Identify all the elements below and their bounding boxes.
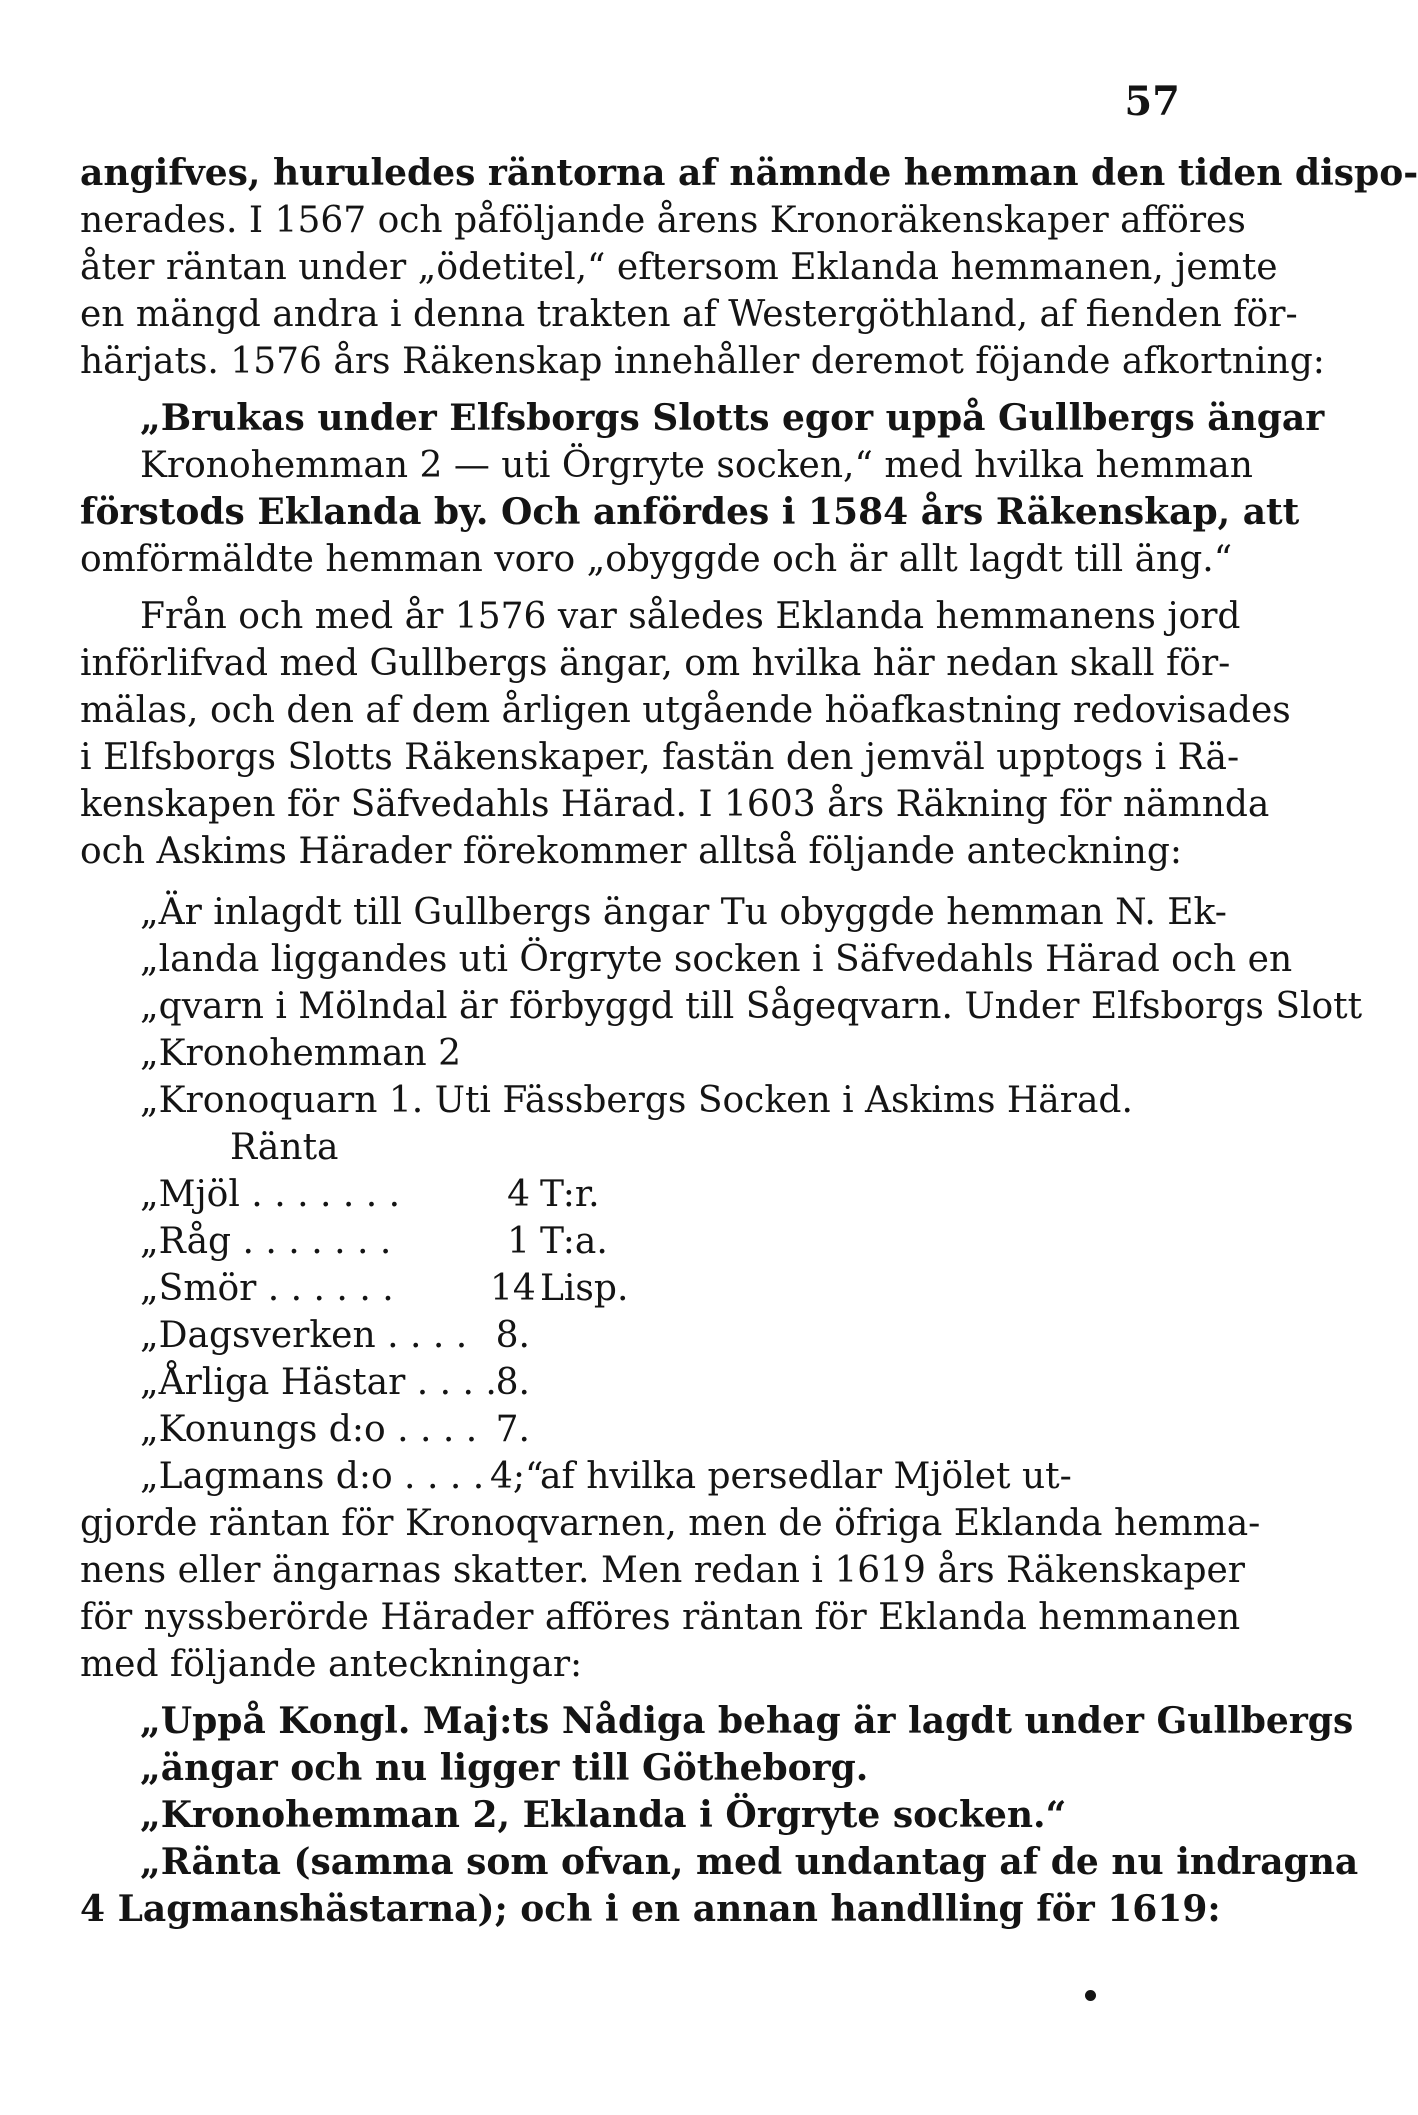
text-line: gjorde räntan för Kronoqvarnen, men de öfriga Eklanda hemma- bbox=[80, 1503, 1261, 1544]
ledger-qty: 8. bbox=[495, 1315, 530, 1356]
ledger-qty: 8. bbox=[495, 1362, 530, 1403]
text-line: mälas, och den af dem årligen utgående höafkastning redovisades bbox=[80, 690, 1291, 731]
quote-line: „Ränta (samma som ofvan, med undantag af de nu indragna bbox=[140, 1841, 1359, 1883]
ledger-row bbox=[140, 1359, 1180, 1406]
text-line: och Askims Härader förekommer alltså följande anteckning: bbox=[80, 831, 1182, 872]
paragraph-line: Från och med år 1576 var således Eklanda hemmanens jord bbox=[140, 596, 1241, 637]
text-line: nens eller ängarnas skatter. Men redan i 1619 års Räkenskaper bbox=[80, 1550, 1246, 1591]
ledger-item: „Årliga Hästar . . . . bbox=[140, 1362, 497, 1403]
text-line: härjats. 1576 års Räkenskap innehåller deremot föjande afkortning: bbox=[80, 341, 1325, 382]
text-line: förstods Eklanda by. Och anfördes i 1584 års Räkenskap, att bbox=[80, 491, 1300, 533]
ledger bbox=[80, 1171, 1180, 1500]
ledger-row bbox=[140, 1171, 1180, 1218]
page-number: 57 bbox=[1124, 78, 1180, 125]
ledger-row bbox=[140, 1218, 1180, 1265]
text-line: kenskapen för Säfvedahls Härad. I 1603 års Räkning för nämnda bbox=[80, 784, 1270, 825]
text-line: för nyssberörde Härader afföres räntan för Eklanda hemmanen bbox=[80, 1597, 1241, 1638]
quote-line: „Uppå Kongl. Maj:ts Nådiga behag är lagdt under Gullbergs bbox=[140, 1700, 1354, 1742]
ledger-qty: 14 bbox=[490, 1268, 536, 1309]
ledger-qty: 4;“ bbox=[490, 1456, 544, 1497]
text-line: angifves, huruledes räntorna af nämnde hemman den tiden dispo- bbox=[80, 152, 1418, 194]
text-line: i Elfsborgs Slotts Räkenskaper, fastän den jemväl upptogs i Rä- bbox=[80, 737, 1240, 778]
ledger-rest: af hvilka persedlar Mjölet ut- bbox=[540, 1456, 1072, 1497]
ledger-row bbox=[140, 1453, 1180, 1500]
quote-line: „Kronohemman 2 bbox=[140, 1033, 462, 1074]
ledger-qty: 4 bbox=[507, 1174, 530, 1215]
ledger-item: „Mjöl . . . . . . . bbox=[140, 1174, 401, 1215]
quote-line: Kronohemman 2 — uti Örgryte socken,“ med hvilka hemman bbox=[140, 445, 1253, 486]
text-line: en mängd andra i denna trakten af Westergöthland, af fienden för- bbox=[80, 294, 1298, 335]
quote-line: „Kronohemman 2, Eklanda i Örgryte socken.“ bbox=[140, 1794, 1067, 1836]
ledger-qty: 1 bbox=[507, 1221, 530, 1262]
text-line: nerades. I 1567 och påföljande årens Kronoräkenskaper afföres bbox=[80, 200, 1246, 241]
quote-line: „Är inlagdt till Gullbergs ängar Tu obyggde hemman N. Ek- bbox=[140, 892, 1227, 933]
ledger-row bbox=[140, 1406, 1180, 1453]
text-line: med följande anteckningar: bbox=[80, 1644, 583, 1685]
text-line: införlifvad med Gullbergs ängar, om hvilka här nedan skall för- bbox=[80, 643, 1231, 684]
quote-line: „Kronoquarn 1. Uti Fässbergs Socken i Askims Härad. bbox=[140, 1080, 1133, 1121]
text-line: omförmäldte hemman voro „obyggde och är allt lagdt till äng.“ bbox=[80, 539, 1233, 580]
text-line: 4 Lagmanshästarna); och i en annan handlling för 1619: bbox=[80, 1888, 1221, 1930]
quote-line: „qvarn i Mölndal är förbyggd till Sågeqvarn. Under Elfsborgs Slott bbox=[140, 986, 1363, 1027]
quote-line: „Brukas under Elfsborgs Slotts egor uppå Gullbergs ängar bbox=[140, 397, 1325, 439]
ledger-qty: 7. bbox=[495, 1409, 530, 1450]
ledger-item: „Råg . . . . . . . bbox=[140, 1221, 392, 1262]
ledger-unit: Lisp. bbox=[540, 1268, 629, 1309]
quote-line: „ängar och nu ligger till Götheborg. bbox=[140, 1747, 869, 1789]
ledger-heading: Ränta bbox=[230, 1127, 339, 1168]
ledger-item: „Lagmans d:o . . . . bbox=[140, 1456, 485, 1497]
ledger-item: „Konungs d:o . . . . bbox=[140, 1409, 478, 1450]
ledger-unit: T:a. bbox=[540, 1221, 608, 1262]
ledger-row bbox=[140, 1265, 1180, 1312]
quote-line: „landa liggandes uti Örgryte socken i Säfvedahls Härad och en bbox=[140, 939, 1293, 980]
ledger-row bbox=[140, 1312, 1180, 1359]
ledger-unit: T:r. bbox=[540, 1174, 600, 1215]
ledger-item: „Dagsverken . . . . bbox=[140, 1315, 468, 1356]
page-body bbox=[80, 150, 1418, 1933]
text-line: åter räntan under „ödetitel,“ eftersom Eklanda hemmanen, jemte bbox=[80, 247, 1278, 288]
ink-dot-mark bbox=[1085, 1990, 1096, 2001]
ledger-item: „Smör . . . . . . bbox=[140, 1268, 394, 1309]
